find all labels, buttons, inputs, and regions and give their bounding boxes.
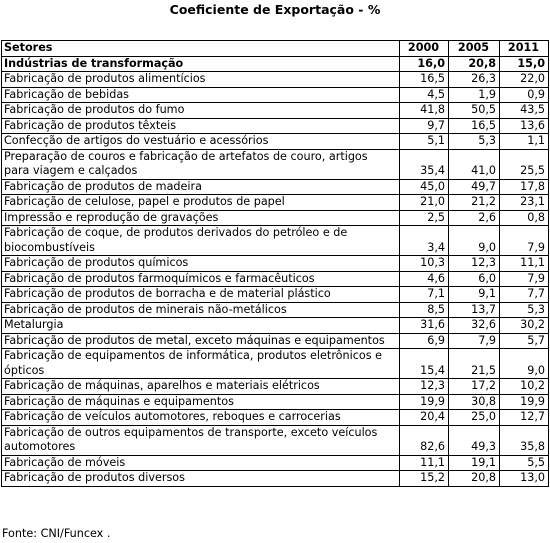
- row-value-2011: 25,5: [500, 149, 549, 179]
- row-value-2011: 5,5: [500, 455, 549, 471]
- row-value-2000: 9,7: [400, 118, 449, 134]
- table-row: [2, 134, 549, 150]
- table-row: [2, 379, 549, 395]
- row-label: Fabricação de móveis: [2, 455, 400, 471]
- row-label: Fabricação de produtos do fumo: [2, 103, 400, 119]
- table-row: [2, 349, 549, 379]
- table-row: [2, 56, 549, 72]
- row-value-2011: 22,0: [500, 72, 549, 88]
- row-value-2000: 19,9: [400, 394, 449, 410]
- row-value-2005: 50,5: [449, 103, 500, 119]
- table-row: [2, 103, 549, 119]
- row-value-2000: 7,1: [400, 287, 449, 303]
- row-value-2005: 26,3: [449, 72, 500, 88]
- row-label: Fabricação de produtos farmoquímicos e farmacêuticos: [2, 271, 400, 287]
- table-row: [2, 179, 549, 195]
- header-setores: Setores: [2, 41, 400, 57]
- row-value-2011: 7,9: [500, 271, 549, 287]
- table-row: [2, 425, 549, 455]
- row-value-2000: 6,9: [400, 333, 449, 349]
- table-row: [2, 72, 549, 88]
- header-year-2000: 2000: [400, 41, 449, 57]
- row-value-2000: 10,3: [400, 256, 449, 272]
- table-row: [2, 287, 549, 303]
- row-value-2000: 15,2: [400, 471, 449, 487]
- row-label: Fabricação de máquinas e equipamentos: [2, 394, 400, 410]
- row-value-2011: 12,7: [500, 410, 549, 426]
- row-label: Metalurgia: [2, 318, 400, 334]
- row-value-2011: 17,8: [500, 179, 549, 195]
- row-value-2000: 8,5: [400, 302, 449, 318]
- table-row: [2, 471, 549, 487]
- row-value-2000: 35,4: [400, 149, 449, 179]
- row-value-2000: 3,4: [400, 226, 449, 256]
- row-value-2005: 6,0: [449, 271, 500, 287]
- row-label: Impressão e reprodução de gravações: [2, 210, 400, 226]
- row-value-2011: 7,9: [500, 226, 549, 256]
- row-label: Fabricação de equipamentos de informática, produtos eletrônicos e ópticos: [2, 349, 400, 379]
- row-value-2000: 5,1: [400, 134, 449, 150]
- table-row: [2, 118, 549, 134]
- row-value-2011: 7,7: [500, 287, 549, 303]
- row-value-2000: 16,5: [400, 72, 449, 88]
- row-value-2000: 15,4: [400, 349, 449, 379]
- source-note: Fonte: CNI/Funcex .: [2, 527, 111, 540]
- row-value-2011: 10,2: [500, 379, 549, 395]
- row-value-2005: 12,3: [449, 256, 500, 272]
- row-value-2005: 16,5: [449, 118, 500, 134]
- row-value-2011: 19,9: [500, 394, 549, 410]
- row-value-2005: 32,6: [449, 318, 500, 334]
- row-value-2011: 15,0: [500, 56, 549, 72]
- row-label: Fabricação de coque, de produtos derivados do petróleo e de biocombustíveis: [2, 226, 400, 256]
- row-label: Fabricação de produtos de minerais não-metálicos: [2, 302, 400, 318]
- table-row: [2, 149, 549, 179]
- table-row: [2, 256, 549, 272]
- row-value-2005: 9,1: [449, 287, 500, 303]
- row-label: Fabricação de produtos de madeira: [2, 179, 400, 195]
- row-value-2011: 13,6: [500, 118, 549, 134]
- row-label: Indústrias de transformação: [2, 56, 400, 72]
- table-row: [2, 302, 549, 318]
- row-value-2005: 1,9: [449, 87, 500, 103]
- table-row: [2, 410, 549, 426]
- table-header-row: [2, 41, 549, 57]
- row-value-2005: 7,9: [449, 333, 500, 349]
- row-label: Fabricação de celulose, papel e produtos de papel: [2, 195, 400, 211]
- row-label: Fabricação de bebidas: [2, 87, 400, 103]
- row-value-2005: 49,7: [449, 179, 500, 195]
- table-row: [2, 226, 549, 256]
- row-value-2005: 25,0: [449, 410, 500, 426]
- row-value-2000: 4,5: [400, 87, 449, 103]
- row-value-2011: 1,1: [500, 134, 549, 150]
- row-value-2011: 23,1: [500, 195, 549, 211]
- row-value-2005: 41,0: [449, 149, 500, 179]
- row-value-2011: 0,9: [500, 87, 549, 103]
- row-value-2005: 20,8: [449, 471, 500, 487]
- row-value-2000: 2,5: [400, 210, 449, 226]
- export-coefficient-table: [1, 40, 549, 487]
- row-value-2011: 9,0: [500, 349, 549, 379]
- row-label: Fabricação de produtos diversos: [2, 471, 400, 487]
- row-value-2000: 12,3: [400, 379, 449, 395]
- row-value-2005: 21,5: [449, 349, 500, 379]
- row-value-2000: 41,8: [400, 103, 449, 119]
- row-value-2011: 5,3: [500, 302, 549, 318]
- row-value-2005: 30,8: [449, 394, 500, 410]
- table-row: [2, 394, 549, 410]
- row-value-2011: 11,1: [500, 256, 549, 272]
- row-value-2005: 5,3: [449, 134, 500, 150]
- row-value-2000: 31,6: [400, 318, 449, 334]
- row-value-2011: 30,2: [500, 318, 549, 334]
- table-row: [2, 333, 549, 349]
- row-label: Fabricação de produtos de metal, exceto máquinas e equipamentos: [2, 333, 400, 349]
- table-row: [2, 87, 549, 103]
- table-row: [2, 195, 549, 211]
- page-title: Coeficiente de Exportação - %: [169, 2, 381, 17]
- row-label: Fabricação de produtos de borracha e de material plástico: [2, 287, 400, 303]
- row-value-2011: 13,0: [500, 471, 549, 487]
- row-value-2000: 20,4: [400, 410, 449, 426]
- row-label: Fabricação de produtos químicos: [2, 256, 400, 272]
- row-label: Fabricação de produtos têxteis: [2, 118, 400, 134]
- table-row: [2, 271, 549, 287]
- row-label: Fabricação de outros equipamentos de transporte, exceto veículos automotores: [2, 425, 400, 455]
- row-value-2000: 21,0: [400, 195, 449, 211]
- row-value-2005: 17,2: [449, 379, 500, 395]
- header-year-2005: 2005: [449, 41, 500, 57]
- row-value-2005: 20,8: [449, 56, 500, 72]
- row-value-2000: 82,6: [400, 425, 449, 455]
- row-label: Fabricação de produtos alimentícios: [2, 72, 400, 88]
- row-value-2005: 9,0: [449, 226, 500, 256]
- row-value-2000: 11,1: [400, 455, 449, 471]
- row-value-2000: 45,0: [400, 179, 449, 195]
- table-row: [2, 455, 549, 471]
- row-value-2000: 16,0: [400, 56, 449, 72]
- row-value-2011: 35,8: [500, 425, 549, 455]
- row-value-2005: 2,6: [449, 210, 500, 226]
- row-value-2011: 43,5: [500, 103, 549, 119]
- row-label: Preparação de couros e fabricação de artefatos de couro, artigos para viagem e calçados: [2, 149, 400, 179]
- row-value-2005: 21,2: [449, 195, 500, 211]
- row-label: Confecção de artigos do vestuário e acessórios: [2, 134, 400, 150]
- row-value-2005: 49,3: [449, 425, 500, 455]
- row-label: Fabricação de veículos automotores, reboques e carrocerias: [2, 410, 400, 426]
- row-value-2000: 4,6: [400, 271, 449, 287]
- table-row: [2, 210, 549, 226]
- row-value-2011: 5,7: [500, 333, 549, 349]
- row-value-2005: 13,7: [449, 302, 500, 318]
- table-row: [2, 318, 549, 334]
- header-year-2011: 2011: [500, 41, 549, 57]
- row-label: Fabricação de máquinas, aparelhos e materiais elétricos: [2, 379, 400, 395]
- row-value-2005: 19,1: [449, 455, 500, 471]
- row-value-2011: 0,8: [500, 210, 549, 226]
